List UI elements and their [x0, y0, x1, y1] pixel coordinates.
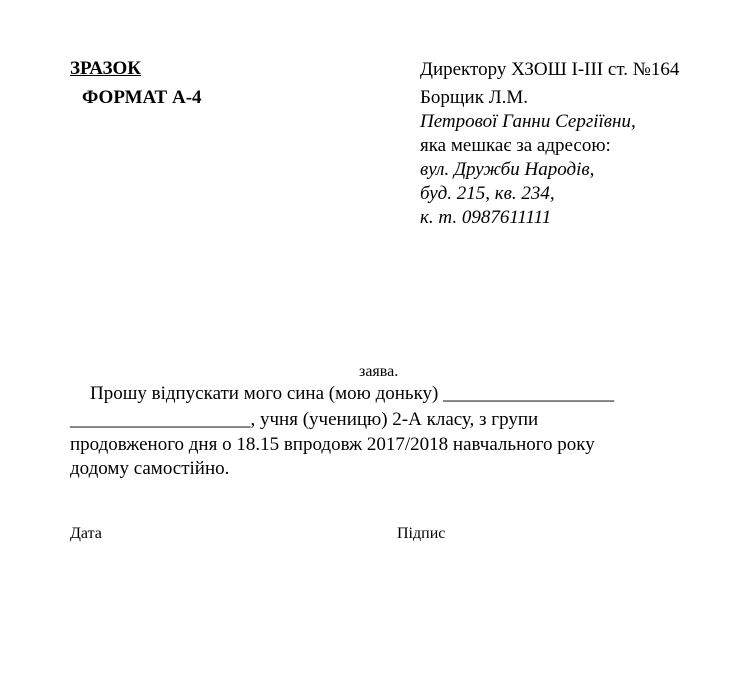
signature-label: Підпис [397, 525, 446, 542]
sample-label: ЗРАЗОК [70, 58, 142, 79]
document-title: заява. [359, 363, 399, 380]
body-line-3: продовженого дня о 18.15 впродовж 2017/2018 навчального року [70, 434, 595, 455]
date-label: Дата [70, 525, 102, 542]
sender-address-intro: яка мешкає за адресою: [420, 135, 611, 156]
sender-street: вул. Дружби Народів, [420, 159, 595, 180]
sender-phone: к. т. 0987611111 [420, 207, 552, 228]
sender-name: Петрової Ганни Сергіївни, [420, 111, 636, 132]
addressee-line-2: Борщик Л.М. [420, 87, 528, 108]
format-label: ФОРМАТ А-4 [82, 87, 202, 108]
body-line-4: додому самостійно. [70, 458, 230, 479]
addressee-line-1: Директору ХЗОШ І-ІІІ ст. №164 [420, 59, 680, 80]
body-line-2: ___________________, учня (ученицю) 2-А класу, з групи [70, 409, 539, 430]
body-line-1: Прошу відпускати мого сина (мою доньку) __________________ [90, 383, 615, 404]
sender-house: буд. 215, кв. 234, [420, 183, 555, 204]
